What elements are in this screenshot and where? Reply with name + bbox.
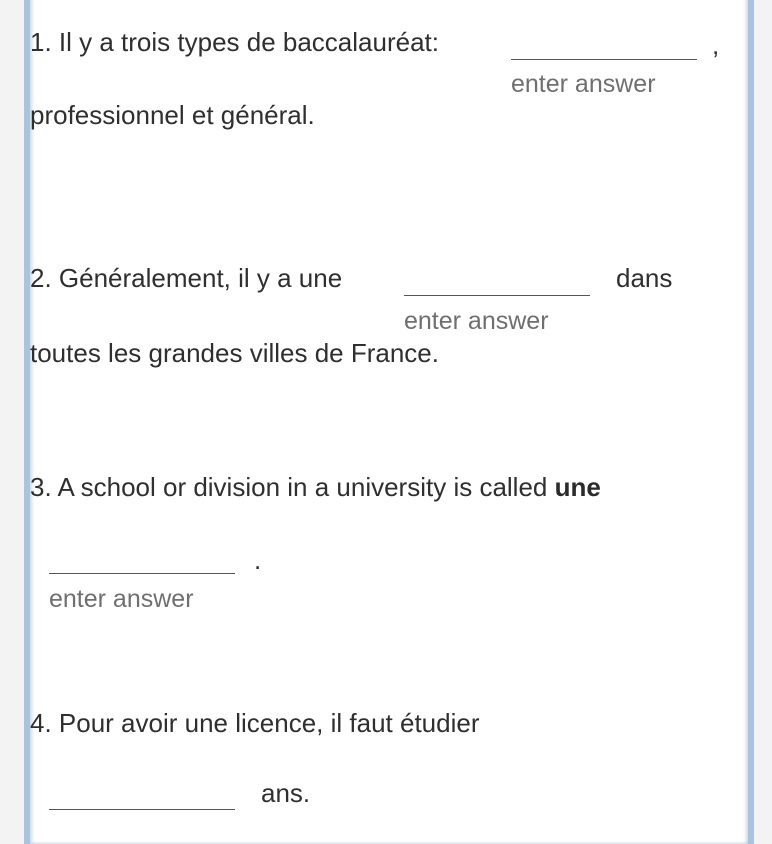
question-3-text bbox=[30, 472, 601, 502]
question-2-continuation: toutes les grandes villes de France. bbox=[30, 338, 439, 368]
question-2-after-blank: dans bbox=[616, 263, 673, 293]
question-1-answer-input[interactable] bbox=[511, 32, 697, 60]
question-1-text: 1. Il y a trois types de baccalauréat: bbox=[30, 27, 439, 57]
question-1-comma: , bbox=[712, 30, 720, 60]
question-3-bold-word: une bbox=[554, 472, 601, 502]
question-3-prompt: 3. A school or division in a university is called bbox=[30, 472, 548, 502]
question-1-hint: enter answer bbox=[511, 70, 656, 98]
question-4-text: 4. Pour avoir une licence, il faut étudier bbox=[30, 708, 480, 738]
question-4-answer-input[interactable] bbox=[49, 782, 235, 810]
question-2-hint: enter answer bbox=[404, 307, 549, 335]
question-2-text: 2. Généralement, il y a une bbox=[30, 263, 343, 293]
question-3-answer-input[interactable] bbox=[49, 546, 235, 574]
question-2-answer-input[interactable] bbox=[404, 268, 590, 296]
question-1-continuation: professionnel et général. bbox=[30, 100, 315, 130]
question-3-hint: enter answer bbox=[49, 585, 194, 613]
question-4-after-blank: ans. bbox=[261, 778, 311, 808]
question-3-period: . bbox=[254, 545, 262, 575]
